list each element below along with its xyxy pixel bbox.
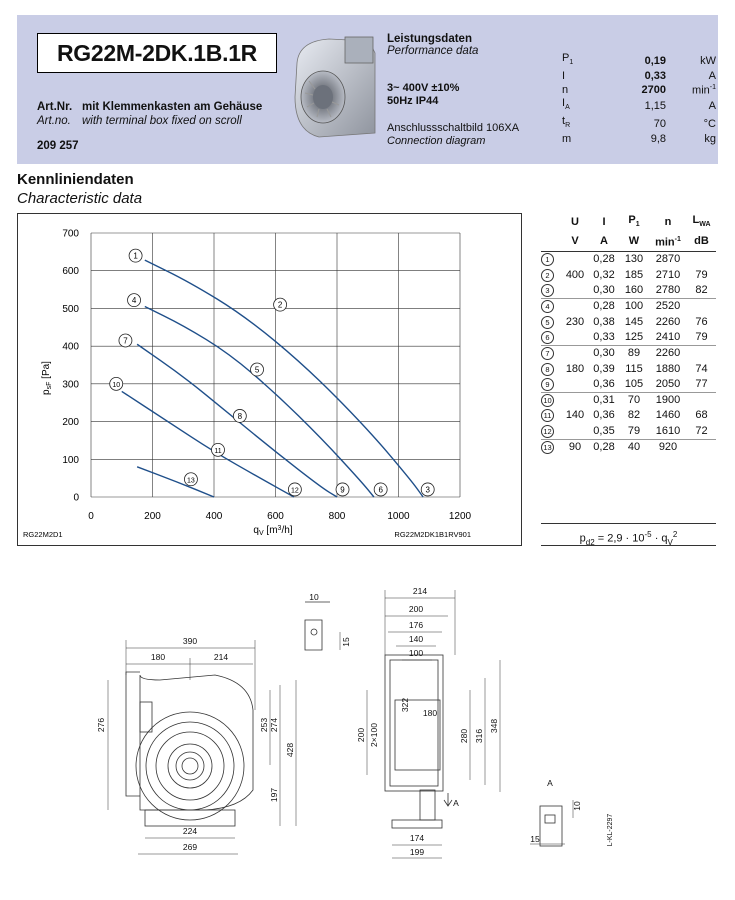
table-cell-p: 40 [627,441,641,453]
param-unit: A [708,99,716,112]
dim-label: 214 [412,586,428,596]
dim-label: 322 [400,697,410,713]
param-row [562,133,716,146]
dim-label: 214 [213,652,229,662]
param-unit: $\min^{-1}$ [692,84,716,97]
table-row [541,299,716,315]
dim-label: 10 [309,592,319,602]
dim-label: 2×100 [369,723,379,747]
y-tick-label: 300 [62,379,79,391]
detail-label: A [547,778,553,788]
y-tick-label: 700 [62,228,79,240]
column-header: U [571,216,579,229]
row-number-badge: 9 [541,378,554,391]
table-row [541,393,716,409]
table-cell-p: 105 [624,377,644,390]
chart-footer-right: RG22M2DK1B1RV901 [394,530,471,539]
table-row [541,252,716,268]
table-cell-u [561,283,589,299]
curve-marker-label: 3 [425,485,430,495]
table-cell-l: 68 [695,409,708,422]
x-tick-label: 800 [328,511,346,522]
table-cell-p: 79 [627,424,641,437]
table-row [541,283,716,299]
table-cell-n: 2260 [655,347,681,360]
param-symbol: n [562,83,569,96]
dim-label: 174 [409,833,425,843]
param-row [562,52,716,70]
dim-label: 390 [182,636,198,646]
table-row [541,408,716,423]
x-tick-label: 600 [267,511,284,522]
table-cell-l: 72 [695,424,708,437]
curve-marker-label: 12 [290,487,299,495]
section-title-en: Characteristic data [17,190,143,207]
table-cell-l [687,346,716,362]
row-number-badge: 4 [541,300,554,313]
drawing-code: L-KL-2297 [607,813,614,847]
table-cell-i: 0,32 [593,268,615,281]
header-panel [17,15,718,164]
dim-label: 274 [269,717,279,733]
row-number-badge: 10 [541,394,554,407]
table-cell-l: 76 [695,315,708,328]
row-number-badge: 6 [541,331,554,344]
characteristic-table [541,213,716,455]
performance-title [387,33,478,57]
x-tick-label: 1200 [448,511,472,522]
param-value: 1,15 [644,99,666,112]
chart-footer-left: RG22M2D1 [23,530,63,539]
y-tick-label: 0 [73,492,79,504]
perf-title-en: Performance data [387,45,479,57]
param-value: 0,19 [644,54,666,67]
table-cell-p: 70 [627,394,641,407]
column-header: $L_{WA}$ [692,214,711,229]
param-value: 70 [653,117,666,130]
table-cell-p: 115 [625,362,643,375]
table-cell-n: 2520 [655,300,681,313]
curve-13 [137,467,214,497]
supply-info [387,82,459,108]
table-row [541,315,716,330]
table-cell-n: 1880 [655,362,681,375]
table-cell-n: 2050 [655,377,681,390]
curve-4 [145,307,374,497]
y-tick-label: 200 [62,417,79,429]
dim-label: 176 [408,620,424,630]
article-number: 209 257 [37,140,79,152]
curve-marker-label: 5 [254,365,260,375]
param-row [562,70,716,83]
table-cell-i: 0,30 [593,347,615,360]
curve-marker-label: 13 [187,477,195,485]
y-tick-label: 100 [62,454,79,466]
table-cell-i: 0,28 [593,441,615,453]
dim-label: 10 [572,801,582,811]
curve-marker-label: 10 [112,381,121,389]
table-cell-u [561,346,589,362]
curve-marker-label: 6 [378,485,383,495]
table-cell-u: 90 [568,441,582,453]
table-cell-u [561,424,589,440]
y-tick-label: 400 [62,341,79,353]
table-cell-l [687,252,716,268]
table-row [541,377,716,393]
column-unit: V [571,235,579,248]
table-cell-l: 82 [695,284,708,297]
table-cell-p: 160 [624,284,644,297]
bracket-detail [305,602,340,650]
dim-label: 197 [269,787,279,803]
table-cell-i: 0,31 [593,394,615,407]
column-header: n [664,216,672,229]
table-cell-u [561,252,589,268]
art-desc-en: with terminal box fixed on scroll [82,115,242,127]
curve-marker-label: 1 [133,251,138,261]
connection-info [387,122,519,148]
row-number-badge: 1 [541,253,554,266]
table-cell-l: 79 [695,268,708,281]
art-desc-de: mit Klemmenkasten am Gehäuse [82,101,263,113]
section-title-de: Kennliniendaten [17,171,134,188]
dim-label: 269 [182,842,198,852]
table-cell-u: 140 [565,409,585,422]
dim-label: 316 [474,728,484,744]
x-tick-label: 1000 [387,511,410,522]
param-row [562,115,716,133]
dim-label: 200 [356,727,366,743]
table-cell-i: 0,36 [593,377,615,390]
dim-label: 348 [489,718,499,734]
table-cell-i: 0,35 [593,424,615,437]
row-number-badge: 13 [541,441,554,454]
param-unit: kg [704,132,716,145]
table-cell-u [561,330,589,346]
table-cell-n: 2870 [655,253,681,266]
dim-label: 140 [408,634,424,644]
side-view-drawing [367,590,500,858]
table-header-row [541,213,716,232]
row-number-badge: 12 [541,425,554,438]
table-cell-p: 145 [624,315,644,328]
param-symbol: I [562,69,566,82]
table-cell-p: 130 [624,253,644,266]
table-row [541,268,716,283]
dim-label: 180 [422,708,438,718]
column-header: $P_1$ [628,214,640,229]
x-tick-label: 400 [205,511,223,522]
performance-table [562,52,716,145]
table-cell-p: 125 [624,330,644,343]
table-cell-p: 185 [624,268,644,281]
table-cell-n: 2710 [655,268,681,281]
row-number-badge: 7 [541,347,554,360]
param-row [562,82,716,97]
dim-label: 428 [285,742,295,758]
curve-1 [145,260,423,497]
curve-marker-label: 8 [237,411,243,421]
table-cell-l: 79 [695,330,708,343]
param-unit: A [708,69,716,82]
table-cell-l [687,440,716,456]
table-row [541,424,716,440]
dim-label: 224 [182,826,198,836]
x-tick-label: 0 [88,511,94,522]
drawing-labels [96,586,614,857]
table-cell-i: 0,39 [593,362,615,375]
curve-marker-label: 2 [277,300,283,310]
table-cell-n: 1900 [655,394,681,407]
table-row [541,440,716,456]
table-cell-u: 180 [565,362,585,375]
dim-label: 199 [409,847,425,857]
table-cell-i: 0,28 [593,300,615,313]
conn-de: Anschlussschaltbild 106XA [387,122,520,134]
article-info [37,100,262,128]
table-cell-i: 0,36 [593,409,615,422]
column-unit: $\min^{-1}$ [655,236,681,250]
supply-frequency: 50Hz IP44 [387,95,439,107]
table-cell-l [687,299,716,315]
table-cell-l: 77 [695,377,708,390]
perf-title-de: Leistungsdaten [387,33,472,45]
table-cell-p: 100 [624,300,644,313]
view-arrow-label: A [453,798,459,808]
table-cell-i: 0,38 [593,315,615,328]
table-cell-p: 82 [627,409,641,422]
table-cell-i: 0,30 [593,284,615,297]
param-row [562,97,716,115]
dim-label: 276 [96,717,106,733]
dim-label: 15 [341,637,351,647]
param-value: 2700 [641,83,666,96]
dynamic-pressure-formula: $p_{d2} = 2,9 \cdot 10^{-5} \cdot q_V^2$ [541,523,716,546]
table-units-row [541,232,716,251]
fan-photo [289,33,381,141]
art-label-en: Art.no. [37,115,71,127]
table-cell-n: 2410 [655,330,681,343]
table-cell-u: 230 [565,315,585,328]
row-number-badge: 2 [541,269,554,282]
column-unit: A [600,235,608,248]
dim-label: 200 [408,604,424,614]
param-symbol: $I_A$ [562,97,570,112]
param-symbol: $P_1$ [562,52,574,67]
y-tick-label: 600 [62,266,79,278]
dim-label: 180 [150,652,166,662]
column-unit: dB [694,235,709,248]
table-cell-p: 89 [627,347,641,360]
dim-label: 15 [530,834,540,844]
characteristic-chart [17,213,522,546]
table-cell-u: 400 [565,268,585,281]
curve-10 [122,391,294,497]
curve-marker-label: 7 [123,336,128,346]
curve-marker-label: 4 [131,296,137,306]
table-cell-u [561,393,589,409]
column-header: I [602,216,606,229]
row-number-badge: 3 [541,284,554,297]
y-tick-label: 500 [62,303,79,315]
param-value: 9,8 [650,132,666,145]
table-cell-u [561,377,589,393]
model-title: RG22M-2DK.1B.1R [37,33,277,73]
param-unit: °C [703,117,716,130]
table-row [541,346,716,362]
column-unit: W [628,235,640,248]
x-axis-label: $q_V$ $[m^3/h]$ [253,525,293,537]
row-number-badge: 5 [541,316,554,329]
x-tick-label: 200 [144,511,161,522]
table-cell-l [687,393,716,409]
table-cell-n: 1460 [655,409,681,422]
param-value: 0,33 [644,69,666,82]
dim-label: 100 [408,648,424,658]
param-symbol: $t_R$ [562,115,571,130]
conn-en: Connection diagram [387,135,486,147]
table-cell-u [561,299,589,315]
technical-drawings [0,560,735,900]
table-cell-n: 2780 [655,284,681,297]
dim-label: 280 [459,728,469,744]
param-symbol: m [562,132,572,145]
param-unit: kW [700,54,716,67]
table-cell-n: 1610 [655,424,681,437]
table-cell-i: 0,28 [593,253,615,266]
art-label-de: Art.Nr. [37,101,73,113]
front-view-drawing [108,640,296,854]
supply-voltage: 3~ 400V ±10% [387,82,460,94]
row-number-badge: 8 [541,363,554,376]
table-cell-i: 0,33 [593,330,615,343]
row-number-badge: 11 [541,409,554,422]
table-row [541,330,716,346]
y-axis-label: $p_{sF}$ [Pa] [41,361,53,395]
dim-label: 253 [259,717,269,733]
curve-marker-label: 9 [340,485,345,495]
table-row [541,362,716,377]
curve-marker-label: 11 [214,447,222,455]
table-cell-l: 74 [695,362,708,375]
table-cell-n: 920 [658,441,678,453]
table-cell-n: 2260 [655,315,681,328]
